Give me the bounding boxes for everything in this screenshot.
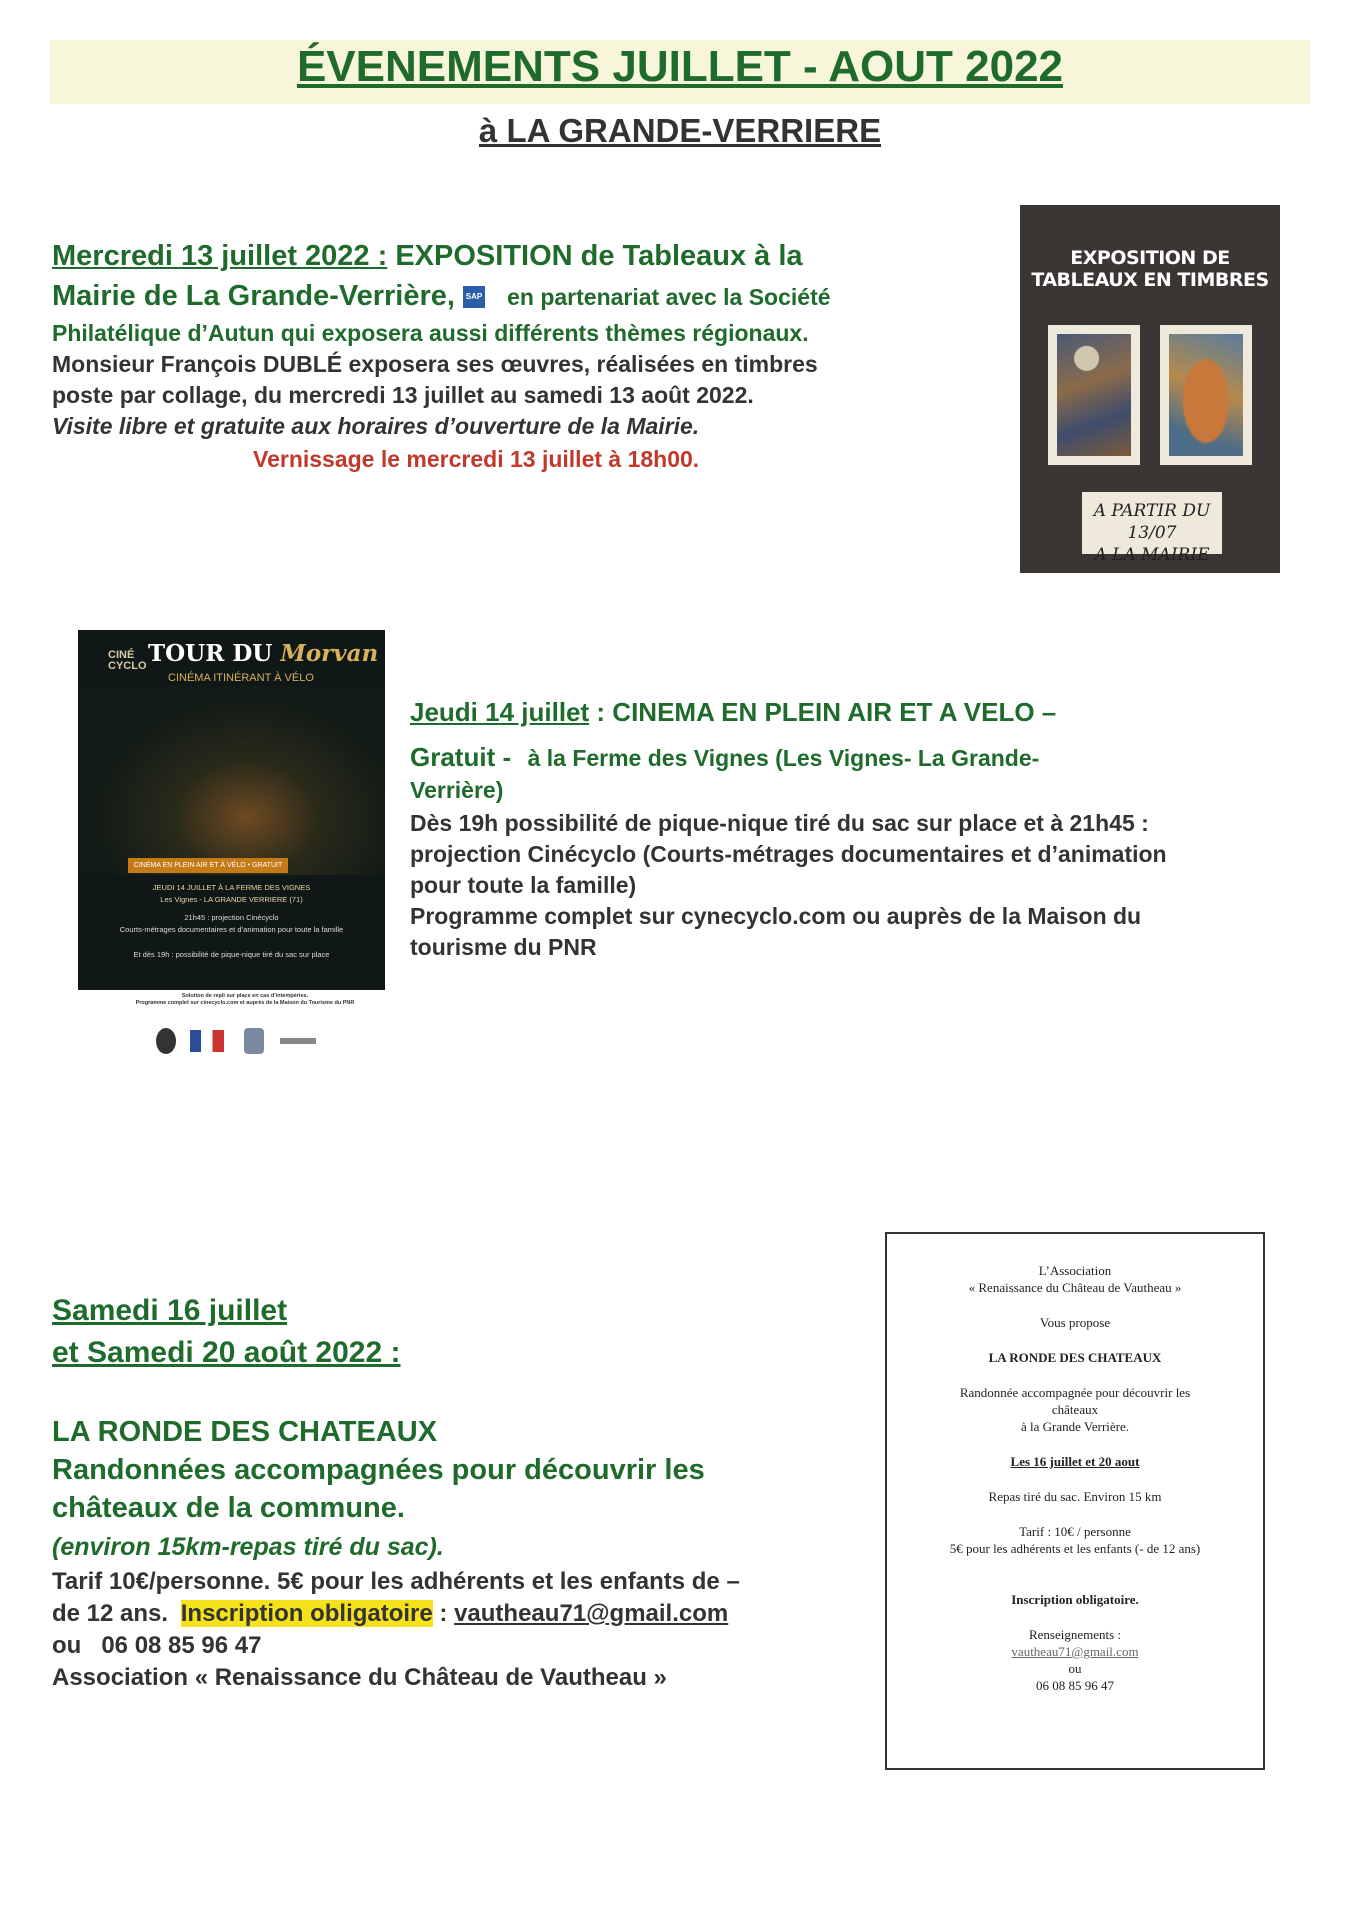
event1-line4: Monsieur François DUBLÉ exposera ses œuvres, réalisées en timbres — [52, 351, 818, 377]
event2-line4: Dès 19h possibilité de pique-nique tiré du sac sur place et à 21h45 : — [410, 810, 1149, 836]
event3-age: de 12 ans. — [52, 1600, 169, 1627]
event3-price-l1: Tarif 10€/personne. 5€ pour les adhérents et les enfants de – — [52, 1568, 740, 1595]
event2-line6: pour toute la famille) — [410, 872, 637, 898]
event1-line3: Philatélique d’Autun qui exposera aussi différents thèmes régionaux. — [52, 320, 809, 346]
sap-logo-icon: SAP — [463, 286, 485, 308]
event2-heading — [410, 697, 1056, 728]
event2-heading-l2 — [410, 742, 1039, 773]
event2-line8: tourisme du PNR — [410, 934, 597, 960]
poster1-foot-l2: A LA MAIRIE — [1094, 545, 1210, 565]
contact-phone: ou 06 08 85 96 47 — [52, 1632, 262, 1659]
flyer-p16: 06 08 85 96 47 — [1036, 1678, 1114, 1693]
flyer-p13: Renseignements : — [1028, 1627, 1122, 1642]
partner-logos — [150, 1024, 370, 1060]
ronde-flyer — [885, 1232, 1265, 1770]
event3-sub-l2: châteaux de la commune. — [52, 1492, 405, 1524]
event3-colon: : — [432, 1600, 455, 1627]
stamp-artwork-right — [1160, 325, 1252, 465]
cinecyclo-logo: CINÉ CYCLO — [108, 649, 147, 672]
poster2-t1: JEUDI 14 JUILLET À LA FERME DES VIGNES — [152, 883, 311, 892]
poster2-t5: Et dès 19h : possibilité de pique-nique tiré du sac sur place — [133, 950, 330, 959]
event3-note: (environ 15km-repas tiré du sac). — [52, 1533, 444, 1561]
exposition-poster — [1020, 205, 1280, 573]
event3-title: LA RONDE DES CHATEAUX — [52, 1416, 438, 1448]
flyer-p14: vautheau71@gmail.com — [1011, 1644, 1139, 1659]
poster2-credits — [100, 993, 390, 1007]
flyer-p6: châteaux — [1051, 1402, 1099, 1417]
event3-price-l2 — [52, 1600, 728, 1628]
flyer-p7: à la Grande Verrière. — [1020, 1419, 1130, 1434]
flyer-p12: Inscription obligatoire. — [1011, 1592, 1139, 1607]
event1-title-l1: EXPOSITION de Tableaux à la — [395, 240, 803, 272]
flyer-p3: Vous propose — [1039, 1315, 1111, 1330]
event1-date: Mercredi 13 juillet 2022 : — [52, 240, 388, 272]
event2-line7: Programme complet sur cynecyclo.com ou auprès de la Maison du — [410, 903, 1142, 929]
flyer-p4: LA RONDE DES CHATEAUX — [988, 1350, 1162, 1365]
poster2-t3: 21h45 : projection Cinécyclo — [184, 913, 279, 922]
poster2-title-b: Morvan — [280, 640, 379, 667]
event3-date-l2: et Samedi 20 août 2022 : — [52, 1336, 401, 1369]
poster1-title-l1: EXPOSITION DE — [1070, 247, 1230, 269]
event2-gratuit: Gratuit - — [410, 742, 512, 772]
morvan-logo-icon — [156, 1028, 176, 1054]
poster1-foot-l1: A PARTIR DU 13/07 — [1093, 501, 1211, 543]
contact-email-link[interactable]: vautheau71@gmail.com — [454, 1600, 729, 1627]
poster2-night-scene — [78, 685, 385, 875]
flyer-p9: Repas tiré du sac. Environ 15 km — [988, 1489, 1162, 1504]
event2-venue-l3: Verrière) — [410, 777, 504, 803]
poster2-title — [148, 640, 378, 667]
page-subtitle: à LA GRANDE-VERRIERE — [478, 112, 882, 149]
region-logo-icon — [244, 1028, 264, 1054]
event1-title-l2: Mairie de La Grande-Verrière, — [52, 280, 455, 312]
flyer-p2: « Renaissance du Château de Vautheau » — [968, 1280, 1182, 1295]
event2-venue: à la Ferme des Vignes (Les Vignes- La Grande- — [527, 745, 1040, 771]
poster2-credit1: Solution de repli sur place en cas d’intempéries. — [181, 993, 309, 999]
sponsor-logo-icon — [280, 1038, 316, 1044]
event2-title-l1: : CINEMA EN PLEIN AIR ET A VELO – — [596, 697, 1057, 727]
flyer-p15: ou — [1068, 1661, 1082, 1676]
cinema-poster — [78, 630, 385, 990]
poster1-title — [1020, 247, 1280, 291]
event3-sub-l1: Randonnées accompagnées pour découvrir les — [52, 1454, 705, 1486]
event3-date-l1: Samedi 16 juillet — [52, 1294, 288, 1327]
flyer-p8: Les 16 juillet et 20 aout — [1010, 1454, 1140, 1469]
event1-line6: Visite libre et gratuite aux horaires d’ouverture de la Mairie. — [52, 413, 700, 439]
poster2-text — [78, 882, 385, 936]
poster2-band: CINÉMA EN PLEIN AIR ET À VÉLO • GRATUIT — [128, 858, 288, 873]
page-title: ÉVENEMENTS JUILLET - AOUT 2022 — [296, 42, 1064, 91]
event2-line5: projection Cinécyclo (Courts-métrages documentaires et d’animation — [410, 841, 1167, 867]
flyer-p5: Randonnée accompagnée pour découvrir les — [959, 1385, 1191, 1400]
poster1-title-l2: TABLEAUX EN TIMBRES — [1031, 269, 1269, 291]
flyer-p1: L’Association — [1038, 1263, 1112, 1278]
poster2-title-a: TOUR DU — [148, 640, 273, 667]
event1-vernissage: Vernissage le mercredi 13 juillet à 18h00. — [253, 446, 700, 472]
event1-heading — [52, 240, 803, 273]
event1-line5: poste par collage, du mercredi 13 juillet au samedi 13 août 2022. — [52, 382, 754, 408]
prefet-logo-icon — [190, 1030, 224, 1052]
flyer-p10: Tarif : 10€ / personne — [1019, 1524, 1131, 1539]
stamp-artwork-left — [1048, 325, 1140, 465]
poster1-footer — [1082, 492, 1222, 565]
event3-association: Association « Renaissance du Château de Vautheau » — [52, 1664, 667, 1691]
event2-date: Jeudi 14 juillet — [410, 697, 590, 727]
event1-heading-l2 — [52, 280, 831, 313]
poster2-subtitle: CINÉMA ITINÉRANT À VÉLO — [168, 672, 314, 684]
event1-partner: en partenariat avec la Société — [507, 284, 831, 310]
registration-required-highlight: Inscription obligatoire — [180, 1600, 433, 1627]
poster2-t4: Courts-métrages documentaires et d’animation pour toute la famille — [119, 925, 344, 934]
poster2-credit2: Programme complet sur cinecyclo.com et auprès de la Maison du Tourisme du PNR — [135, 1000, 355, 1006]
flyer-p11: 5€ pour les adhérents et les enfants (- de 12 ans) — [949, 1541, 1201, 1556]
poster2-t2: Les Vignes - LA GRANDE VERRIERE (71) — [160, 895, 303, 904]
